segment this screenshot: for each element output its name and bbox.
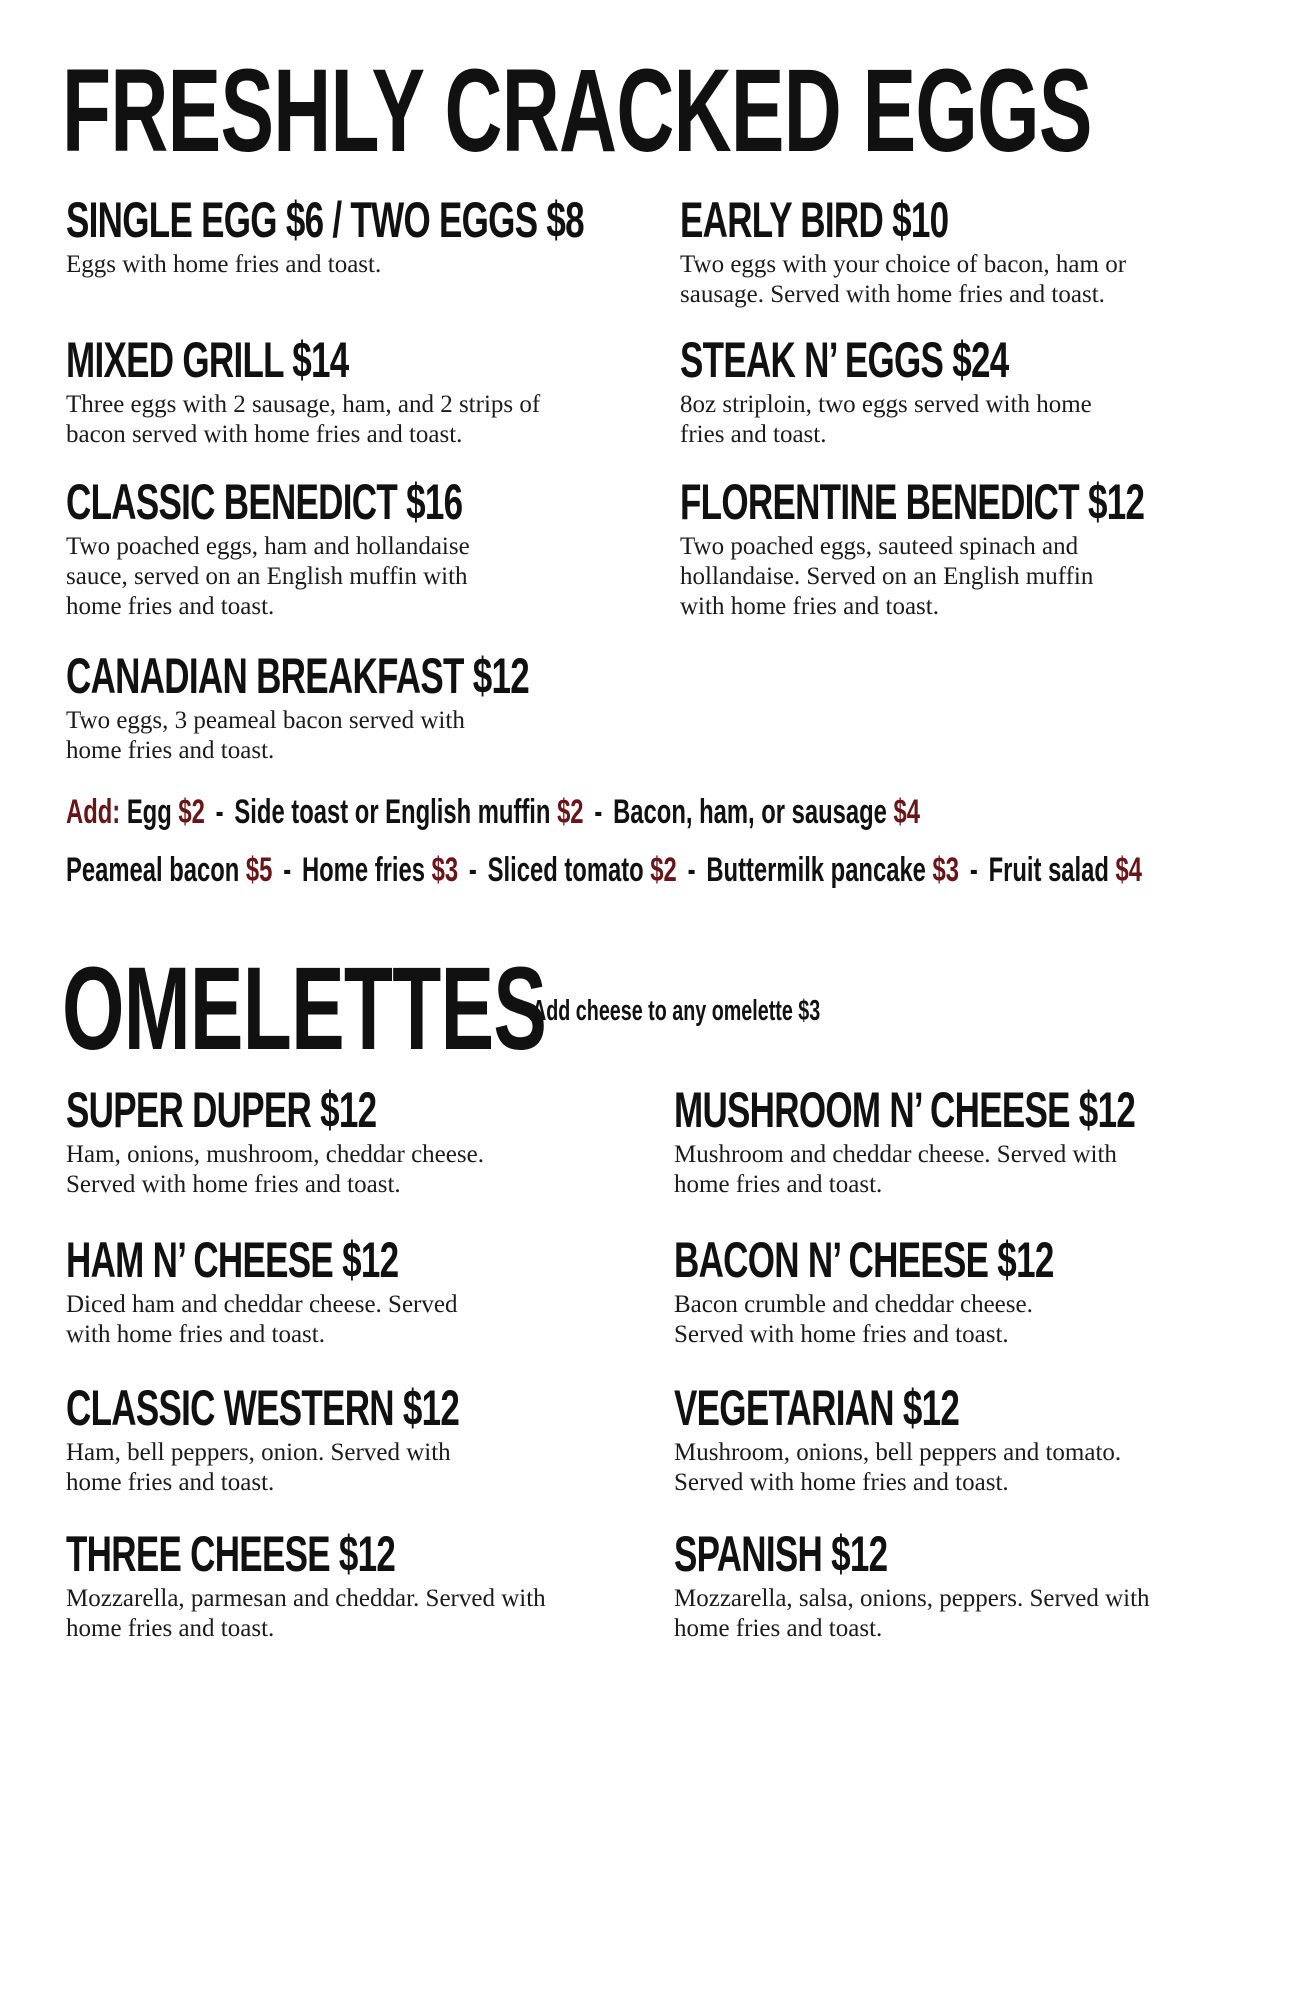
addon-name: Side toast or English muffin (234, 793, 551, 831)
item-description: Ham, onions, mushroom, cheddar cheese. Served with home fries and toast. (66, 1141, 484, 1198)
addon-name: Sliced tomato (487, 851, 644, 889)
addon-separator: - (969, 851, 978, 889)
item-name: STEAK N’ EGGS $24 (680, 332, 1009, 388)
item-description: Mushroom, onions, bell peppers and tomato. Served with home fries and toast. (674, 1439, 1122, 1496)
omelettes-section-title: OMELETTES (62, 943, 547, 1075)
item-name: CANADIAN BREAKFAST $12 (66, 648, 530, 704)
addon-name: Buttermilk pancake (706, 851, 926, 889)
addon-separator: - (468, 851, 477, 889)
addon-separator: - (283, 851, 292, 889)
menu-item-single-egg (66, 192, 626, 280)
item-name: CLASSIC BENEDICT $16 (66, 474, 463, 530)
item-description: Bacon crumble and cheddar cheese. Served with home fries and toast. (674, 1291, 1033, 1348)
item-name: MIXED GRILL $14 (66, 332, 349, 388)
item-description: Mozzarella, salsa, onions, peppers. Served with home fries and toast. (674, 1585, 1150, 1642)
addon-price: $2 (557, 793, 584, 831)
addons-line-1 (66, 792, 920, 832)
item-description: Ham, bell peppers, onion. Served with home fries and toast. (66, 1439, 451, 1496)
item-name: VEGETARIAN $12 (674, 1380, 960, 1436)
item-name: SPANISH $12 (674, 1526, 888, 1582)
menu-item-super-duper (66, 1082, 626, 1200)
menu-item-steak-n-eggs (680, 332, 1240, 450)
omelettes-cheese-note: Add cheese to any omelette $3 (532, 995, 821, 1027)
addon-name: Bacon, ham, or sausage (613, 793, 887, 831)
addon-separator: - (687, 851, 696, 889)
menu-item-classic-western (66, 1380, 626, 1498)
item-name: SUPER DUPER $12 (66, 1082, 377, 1138)
item-description: Two poached eggs, sauteed spinach and hollandaise. Served on an English muffin with home fries and toast. (680, 533, 1094, 620)
menu-item-florentine-benedict (680, 474, 1240, 622)
item-name: THREE CHEESE $12 (66, 1526, 396, 1582)
item-description: Two eggs, 3 peameal bacon served with home fries and toast. (66, 707, 465, 764)
item-description: Eggs with home fries and toast. (66, 251, 382, 278)
addon-price: $3 (431, 851, 459, 889)
menu-item-ham-n-cheese (66, 1232, 626, 1350)
menu-item-mixed-grill (66, 332, 626, 450)
item-name: HAM N’ CHEESE $12 (66, 1232, 399, 1288)
addon-separator: - (215, 793, 224, 831)
addon-name: Peameal bacon (66, 851, 240, 889)
item-description: Diced ham and cheddar cheese. Served with home fries and toast. (66, 1291, 458, 1348)
addon-price: $2 (650, 851, 677, 889)
menu-item-classic-benedict (66, 474, 626, 622)
addon-price: $5 (245, 851, 273, 889)
item-description: Three eggs with 2 sausage, ham, and 2 strips of bacon served with home fries and toast. (66, 391, 541, 448)
addon-price: $2 (178, 793, 205, 831)
item-description: Mushroom and cheddar cheese. Served with home fries and toast. (674, 1141, 1117, 1198)
addons-label: Add: (66, 793, 121, 831)
item-description: Two eggs with your choice of bacon, ham or sausage. Served with home fries and toast. (680, 251, 1127, 308)
item-name: CLASSIC WESTERN $12 (66, 1380, 460, 1436)
addon-name: Egg (126, 793, 172, 831)
item-name: MUSHROOM N’ CHEESE $12 (674, 1082, 1136, 1138)
menu-item-canadian-breakfast (66, 648, 626, 766)
item-name: EARLY BIRD $10 (680, 192, 949, 248)
menu-item-three-cheese (66, 1526, 626, 1644)
addon-price: $4 (1115, 851, 1143, 889)
menu-item-mushroom-n-cheese (674, 1082, 1234, 1200)
item-description: Two poached eggs, ham and hollandaise sauce, served on an English muffin with home fries and toast. (66, 533, 470, 620)
item-description: Mozzarella, parmesan and cheddar. Served with home fries and toast. (66, 1585, 546, 1642)
item-name: FLORENTINE BENEDICT $12 (680, 474, 1145, 530)
item-description: 8oz striploin, two eggs served with home fries and toast. (680, 391, 1092, 448)
menu-item-bacon-n-cheese (674, 1232, 1234, 1350)
menu-item-early-bird (680, 192, 1240, 310)
addon-separator: - (594, 793, 603, 831)
addon-price: $3 (932, 851, 960, 889)
menu-item-vegetarian (674, 1380, 1234, 1498)
item-name: SINGLE EGG $6 / TWO EGGS $8 (66, 192, 584, 248)
menu-item-spanish (674, 1526, 1234, 1644)
addons-line-2 (66, 850, 1142, 890)
item-name: BACON N’ CHEESE $12 (674, 1232, 1054, 1288)
addon-name: Home fries (301, 851, 425, 889)
addon-price: $4 (893, 793, 921, 831)
addon-name: Fruit salad (988, 851, 1109, 889)
eggs-section-title: FRESHLY CRACKED EGGS (62, 45, 1092, 177)
